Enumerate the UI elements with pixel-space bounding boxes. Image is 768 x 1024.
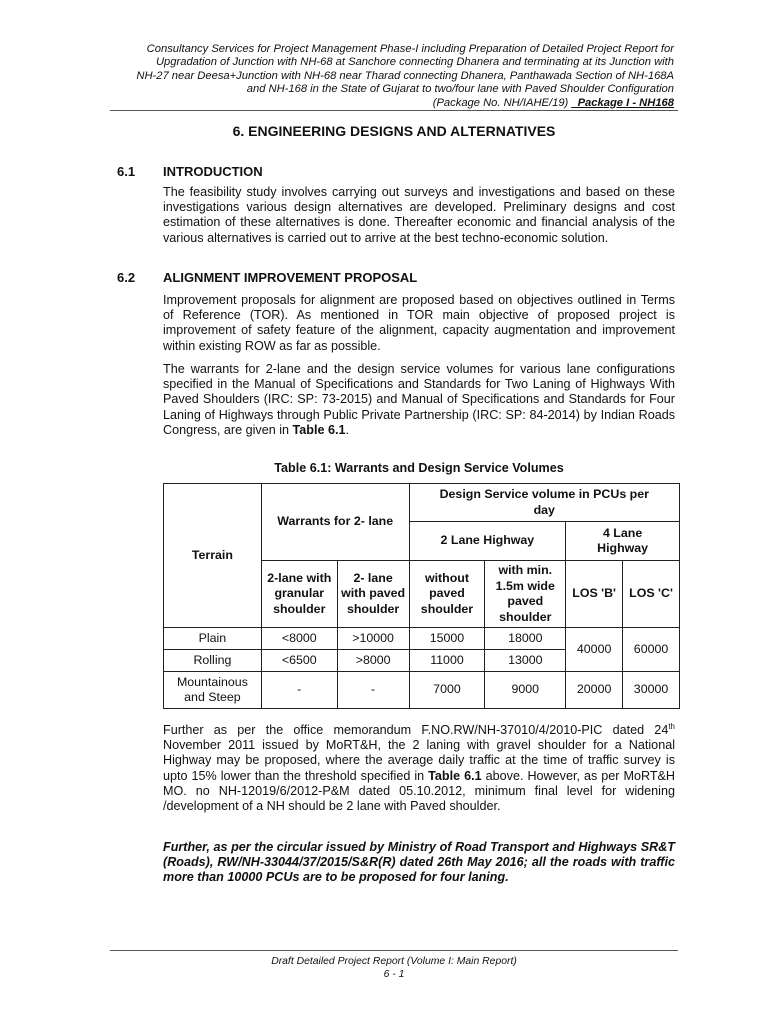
page-header bbox=[110, 43, 674, 110]
cell-los-c: 30000 bbox=[623, 672, 680, 709]
chapter-title: 6. ENGINEERING DESIGNS AND ALTERNATIVES bbox=[232, 123, 556, 139]
cell-paved: - bbox=[337, 672, 409, 709]
section-number: 6.1 bbox=[117, 164, 136, 179]
cell-without: 11000 bbox=[409, 650, 485, 672]
table-reference: Table 6.1 bbox=[428, 768, 482, 783]
footer-report-title: Draft Detailed Project Report (Volume I: Main Report) bbox=[271, 956, 517, 967]
header-terrain: Terrain bbox=[164, 484, 262, 628]
header-line: NH-27 near Deesa+Junction with NH-68 near Tharad connecting Dhanera, Panthawada Section of NH-168A bbox=[136, 69, 674, 82]
section-number: 6.2 bbox=[117, 270, 136, 285]
cell-terrain: Rolling bbox=[164, 650, 262, 672]
table-caption: Table 6.1: Warrants and Design Service Volumes bbox=[274, 461, 564, 475]
section-heading-introduction bbox=[117, 164, 263, 179]
warrants-table bbox=[163, 483, 680, 709]
cell-without: 15000 bbox=[409, 628, 485, 650]
paragraph-text: November 2011 issued by MoRT&H, the 2 laning with gravel shoulder for a National Highway may be proposed, where the average daily traffic at the time of traffic survey is upto 15% lower than the threshold specified in bbox=[163, 738, 675, 783]
header-package bbox=[110, 97, 674, 110]
memorandum-paragraph bbox=[163, 723, 675, 814]
date-superscript: th bbox=[668, 721, 675, 731]
cell-withmin: 18000 bbox=[485, 628, 566, 650]
header-with-min-paved: with min. 1.5m wide paved shoulder bbox=[485, 561, 566, 628]
header-2-lane-highway: 2 Lane Highway bbox=[409, 522, 566, 561]
paragraph-text: above. However, as per MoRT&H MO. no NH-12019/6/2012-P&M dated 05.10.2012, minimum final level for widening /development of a NH should be 2 lane with Paved shoulder. bbox=[163, 768, 676, 814]
cell-terrain: Plain bbox=[164, 628, 262, 650]
section-title: INTRODUCTION bbox=[163, 164, 263, 179]
cell-los-b: 20000 bbox=[566, 672, 623, 709]
cell-without: 7000 bbox=[409, 672, 485, 709]
table-row bbox=[164, 672, 680, 709]
cell-granular: <6500 bbox=[261, 650, 337, 672]
header-line: Consultancy Services for Project Management Phase-I including Preparation of Detailed Project Report for bbox=[146, 43, 674, 55]
cell-los-b: 40000 bbox=[566, 628, 623, 672]
paragraph-text: The warrants for 2-lane and the design service volumes for various lane configurations specified in the Manual of Specifications and Standards for Two Laning of Highways With Paved Shoulders (IRC: SP: 73-2015) and Manual of Specifications and Standards for Four Laning of Highways through Public Private Partnership (IRC: SP: 84-2014) by Indian Roads Congress, are given in bbox=[163, 362, 675, 437]
intro-paragraph: The feasibility study involves carrying out surveys and investigations and based on these investigations various design alternatives are developed. Preliminary designs and cost estimation of these alternatives is done. Thereafter economic and financial analysis of the various alternatives is carried out to arrive at the best techno-economic solution. bbox=[163, 185, 675, 245]
circular-paragraph: Further, as per the circular issued by Ministry of Road Transport and Highways SR&T (Roads), RW/NH-33044/37/2015/S&R(R) dated 26th May 2016; all the roads with traffic more than 10000 PCUs are to be proposed for four laning. bbox=[163, 840, 675, 885]
header-warrants: Warrants for 2- lane bbox=[261, 484, 409, 561]
cell-paved: >10000 bbox=[337, 628, 409, 650]
alignment-paragraph-2 bbox=[163, 362, 675, 438]
header-line: and NH-168 in the State of Gujarat to two/four lane with Paved Shoulder Configuration bbox=[246, 83, 674, 96]
alignment-paragraph-1: Improvement proposals for alignment are proposed based on objectives outlined in Terms of Reference (TOR). As mentioned in TOR main objective of proposed project is improvement of safety feature of the alignment, capacity augmentation and improvement within existing ROW as far as possible. bbox=[163, 293, 675, 353]
cell-withmin: 9000 bbox=[485, 672, 566, 709]
cell-withmin: 13000 bbox=[485, 650, 566, 672]
package-number: (Package No. NH/IAHE/19) bbox=[432, 96, 569, 109]
cell-los-c: 60000 bbox=[623, 628, 680, 672]
header-los-c: LOS 'C' bbox=[623, 561, 680, 628]
paragraph-end: . bbox=[345, 422, 349, 437]
header-paved-shoulder: 2- lane with paved shoulder bbox=[337, 561, 409, 628]
header-divider bbox=[110, 110, 678, 111]
header-design-service-volume: Design Service volume in PCUs per day bbox=[409, 484, 679, 522]
package-name: _Package I - NH168 bbox=[571, 96, 674, 109]
cell-granular: <8000 bbox=[261, 628, 337, 650]
cell-terrain: Mountainous and Steep bbox=[164, 672, 262, 709]
page-footer bbox=[110, 955, 678, 981]
header-without-paved: without paved shoulder bbox=[409, 561, 485, 628]
footer-divider bbox=[110, 950, 678, 951]
section-title: ALIGNMENT IMPROVEMENT PROPOSAL bbox=[163, 270, 418, 285]
table-row bbox=[164, 628, 680, 650]
paragraph-text: Further as per the office memorandum F.NO.RW/NH-37010/4/2010-PIC dated 24 bbox=[163, 723, 669, 737]
page-number: 6 - 1 bbox=[383, 969, 405, 980]
cell-granular: - bbox=[261, 672, 337, 709]
header-los-b: LOS 'B' bbox=[566, 561, 623, 628]
header-4-lane-highway: 4 Lane Highway bbox=[566, 522, 680, 561]
header-line: Upgradation of Junction with NH-68 at Sanchore connecting Dhanera and terminating at its Junction with bbox=[155, 56, 674, 69]
table-reference: Table 6.1 bbox=[292, 422, 346, 437]
cell-paved: >8000 bbox=[337, 650, 409, 672]
header-granular-shoulder: 2-lane with granular shoulder bbox=[261, 561, 337, 628]
section-heading-alignment bbox=[117, 270, 417, 285]
